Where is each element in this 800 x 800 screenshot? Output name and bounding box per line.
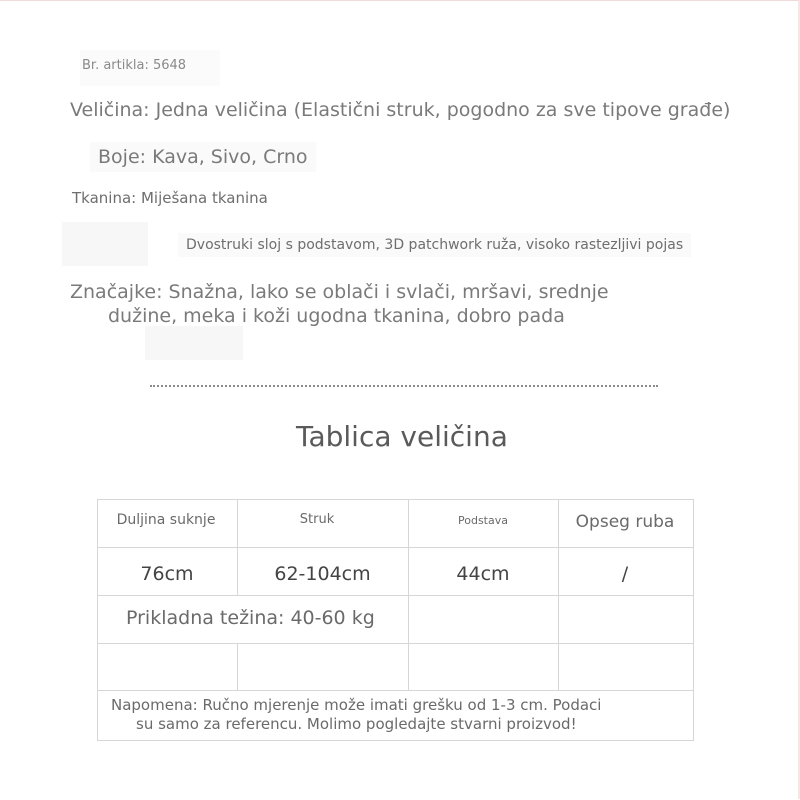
size-chart-title: Tablica veličina: [296, 420, 508, 453]
colors-info: Boje: Kava, Sivo, Crno: [90, 142, 316, 172]
features-line-1: Značajke: Snažna, lako se oblači i svlači, mršavi, srednje: [70, 281, 609, 303]
features-line-2: dužine, meka i koži ugodna tkanina, dobro pada: [108, 305, 565, 327]
header-skirt-length: Duljina suknje: [116, 512, 216, 528]
note-line-1: Napomena: Ručno mjerenje može imati grešku od 1-3 cm. Podaci: [111, 696, 602, 714]
header-hem-circumference: Opseg ruba: [575, 512, 675, 532]
article-number: Br. artikla: 5648: [82, 58, 187, 73]
table-col-divider: [408, 499, 409, 690]
fabric-info: Tkanina: Miješana tkanina: [72, 189, 268, 207]
table-row-divider: [97, 643, 693, 644]
table-row-divider: [97, 547, 693, 548]
highlight-block: [62, 222, 148, 266]
value-hem-circumference: /: [621, 563, 629, 585]
header-lining: Podstava: [458, 514, 508, 527]
construction-info: Dvostruki sloj s podstavom, 3D patchwork ruža, visoko rastezljivi pojas: [178, 233, 691, 257]
table-row-divider: [97, 595, 693, 596]
value-skirt-length: 76cm: [140, 563, 194, 585]
value-lining: 44cm: [456, 563, 510, 585]
note-line-2: su samo za referencu. Molimo pogledajte stvarni proizvod!: [136, 715, 577, 733]
table-col-divider: [237, 643, 238, 690]
table-row-divider: [97, 690, 693, 691]
suitable-weight: Prikladna težina: 40-60 kg: [126, 607, 375, 629]
dotted-divider: [150, 385, 658, 387]
value-waist: 62-104cm: [274, 563, 371, 585]
size-info: Veličina: Jedna veličina (Elastični struk, pogodno za sve tipove građe): [70, 99, 731, 121]
highlight-block: [145, 326, 243, 360]
header-waist: Struk: [299, 512, 335, 527]
